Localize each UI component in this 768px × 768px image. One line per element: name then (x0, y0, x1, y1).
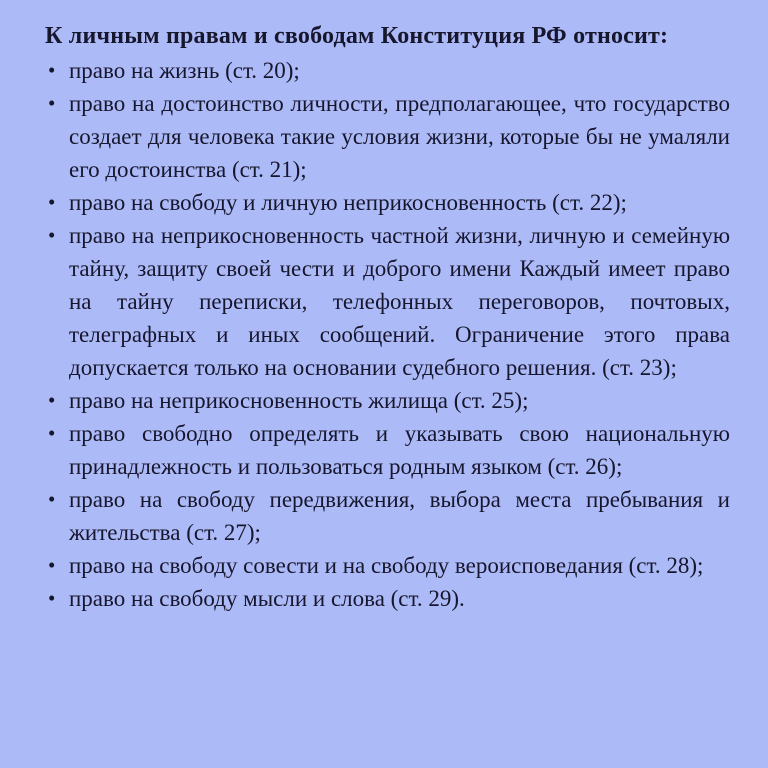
list-item: • право на свободу и личную неприкосновенность (ст. 22); (45, 186, 730, 219)
list-item: • право свободно определять и указывать свою национальную принадлежность и пользоваться родным языком (ст. 26); (45, 417, 730, 483)
list-item: • право на неприкосновенность частной жизни, личную и семейную тайну, защиту своей чести и доброго имени Каждый имеет право на тайну переписки, телефонных переговоров, почтовых, телеграфных и иных сообщений. Ограничение этого права допускается только на основании судебного решения. (ст. 23); (45, 219, 730, 384)
list-item: • право на свободу мысли и слова (ст. 29). (45, 582, 730, 615)
list-item: • право на жизнь (ст. 20); (45, 54, 730, 87)
rights-list (45, 54, 730, 615)
list-item: • право на неприкосновенность жилища (ст. 25); (45, 384, 730, 417)
list-item: • право на свободу совести и на свободу вероисповедания (ст. 28); (45, 549, 730, 582)
document-title: К личным правам и свободам Конституция РФ относит: (45, 23, 669, 49)
list-item: • право на свободу передвижения, выбора места пребывания и жительства (ст. 27); (45, 483, 730, 549)
list-item: • право на достоинство личности, предполагающее, что государство создает для человека такие условия жизни, которые бы не умаляли его достоинства (ст. 21); (45, 87, 730, 186)
